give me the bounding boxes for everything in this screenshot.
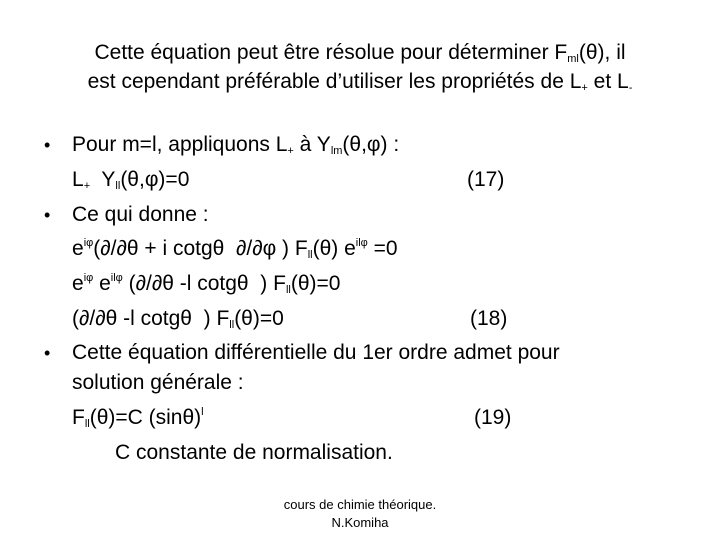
- subscript: -: [628, 82, 633, 94]
- text: (θ,φ) :: [342, 133, 400, 156]
- subscript: ll: [307, 249, 313, 261]
- text: e: [72, 272, 84, 295]
- text: =0: [367, 237, 398, 260]
- bullet-marker: •: [44, 343, 51, 363]
- subscript: +: [287, 145, 294, 157]
- superscript: ilφ: [110, 272, 123, 284]
- equation-17: [72, 167, 189, 193]
- bullet-3-line-1: Cette équation différentielle du 1er ordre admet pour: [72, 341, 560, 364]
- normalization-note: C constante de normalisation.: [115, 441, 393, 464]
- text: (θ)=0: [234, 307, 284, 330]
- intro-text: est cependant préférable d’utiliser les propriétés de L: [87, 70, 582, 93]
- intro-text: et L: [587, 70, 629, 93]
- equation-number-17: (17): [467, 168, 505, 191]
- subscript: ml: [567, 53, 579, 65]
- footer-author: N.Komiha: [331, 515, 389, 530]
- subscript: ll: [115, 180, 121, 192]
- text: (∂/∂θ + i cotgθ ∂/∂φ ) F: [93, 237, 308, 260]
- equation-a: [72, 236, 398, 262]
- intro-text: (θ), il: [578, 41, 626, 64]
- subscript: +: [581, 82, 588, 94]
- text: Pour m=l, appliquons L: [72, 133, 288, 156]
- text: (θ,φ)=0: [120, 168, 190, 191]
- text: à Y: [293, 133, 331, 156]
- text: F: [72, 406, 85, 429]
- bullet-3-line-2: solution générale :: [72, 371, 244, 394]
- equation-19: [72, 405, 204, 431]
- superscript: l: [201, 406, 204, 418]
- text: L: [72, 168, 84, 191]
- bullet-marker: •: [44, 205, 51, 225]
- text: Y: [90, 168, 116, 191]
- subscript: ll: [285, 284, 291, 296]
- bullet-1-text: [72, 132, 399, 158]
- intro-line-1: [30, 38, 690, 67]
- subscript: +: [83, 180, 91, 192]
- subscript: ll: [229, 319, 235, 331]
- text: (∂/∂θ -l cotgθ ) F: [72, 307, 230, 330]
- bullet-2-text: Ce qui donne :: [72, 203, 209, 226]
- footer-course: cours de chimie théorique.: [283, 497, 437, 512]
- subscript: lm: [330, 145, 343, 157]
- equation-number-18: (18): [470, 307, 508, 330]
- text: (θ) e: [312, 237, 356, 260]
- text: (θ)=C (sinθ): [89, 406, 202, 429]
- equation-number-19: (19): [474, 406, 512, 429]
- text: e: [93, 272, 111, 295]
- superscript: iφ: [83, 237, 94, 249]
- intro-text: Cette équation peut être résolue pour déterminer F: [94, 41, 568, 64]
- equation-18: [72, 306, 284, 332]
- footer: [250, 496, 470, 532]
- intro-paragraph: [30, 38, 690, 96]
- text: (∂/∂θ -l cotgθ ) F: [122, 272, 286, 295]
- superscript: ilφ: [355, 237, 368, 249]
- text: (θ)=0: [290, 272, 341, 295]
- intro-line-2: [30, 67, 690, 96]
- equation-b: [72, 271, 340, 297]
- subscript: ll: [84, 418, 90, 430]
- text: e: [72, 237, 84, 260]
- superscript: iφ: [83, 272, 94, 284]
- bullet-marker: •: [44, 135, 51, 155]
